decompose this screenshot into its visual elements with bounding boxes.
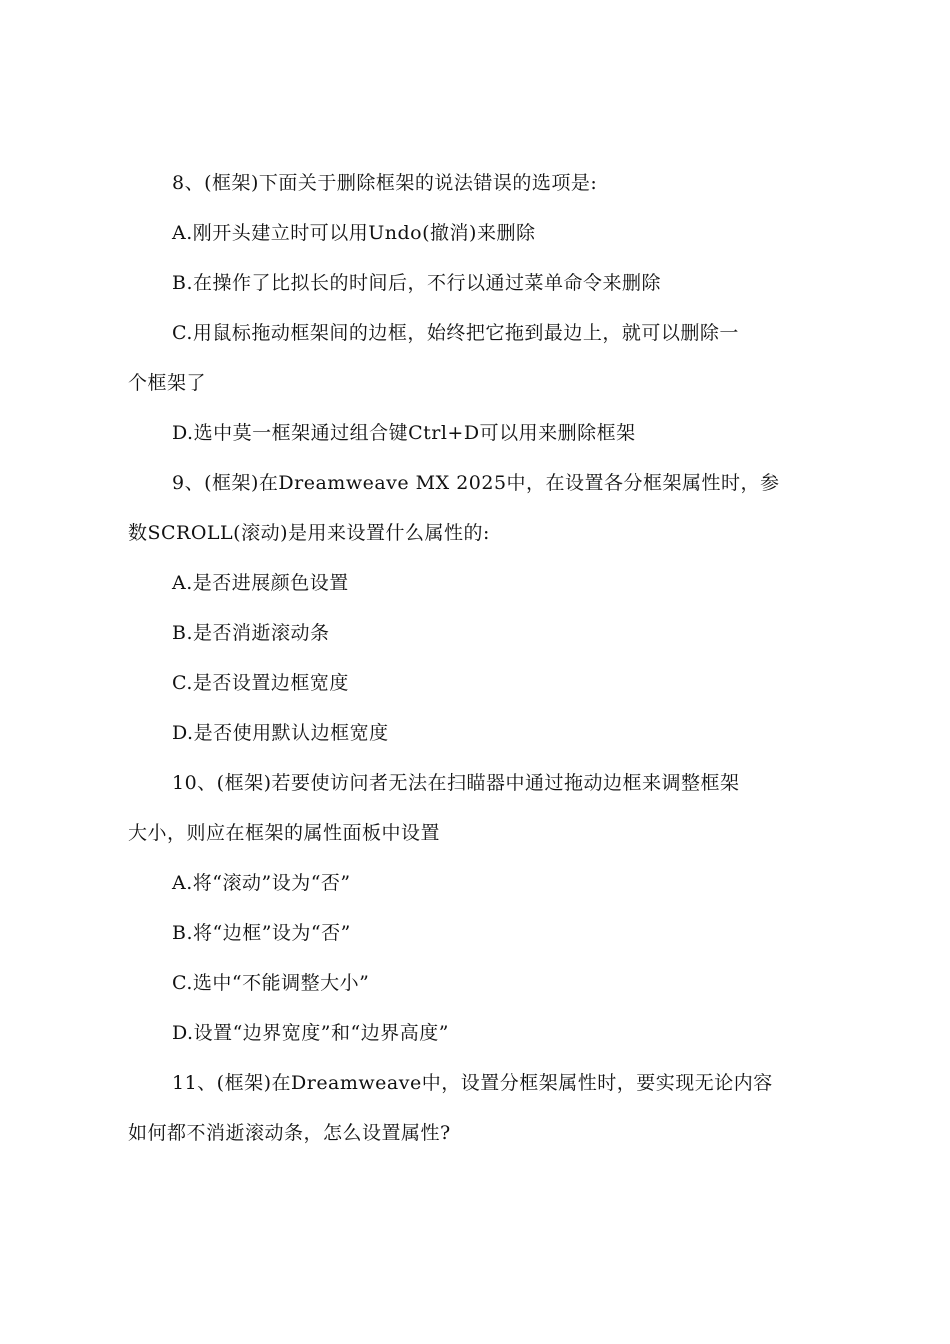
q8-option-a: A.刚开头建立时可以用Undo(撤消)来删除 (172, 222, 536, 244)
q9-option-b: B.是否消逝滚动条 (172, 622, 330, 644)
q10-option-c: C.选中“不能调整大小” (172, 972, 370, 994)
question-9: 9、(框架)在Dreamweave MX 2025中，在设置各分框架属性时，参 (172, 472, 780, 494)
document-body (128, 158, 832, 1158)
q8-option-b: B.在操作了比拟长的时间后，不行以通过菜单命令来删除 (172, 272, 662, 294)
q9-option-d: D.是否使用默认边框宽度 (172, 722, 389, 744)
q9-option-a: A.是否进展颜色设置 (172, 572, 349, 594)
question-11: 11、(框架)在Dreamweave中，设置分框架属性时，要实现无论内容 (172, 1072, 773, 1094)
q8-option-c-continued: 个框架了 (128, 372, 207, 394)
question-8: 8、(框架)下面关于删除框架的说法错误的选项是: (172, 172, 598, 194)
q9-option-c: C.是否设置边框宽度 (172, 672, 349, 694)
question-9-continued: 数SCROLL(滚动)是用来设置什么属性的: (128, 522, 490, 544)
q10-option-b: B.将“边框”设为“否” (172, 922, 351, 944)
q8-option-c: C.用鼠标拖动框架间的边框，始终把它拖到最边上，就可以删除一 (172, 322, 739, 344)
q10-option-d: D.设置“边界宽度”和“边界高度” (172, 1022, 449, 1044)
q10-option-a: A.将“滚动”设为“否” (172, 872, 351, 894)
question-11-continued: 如何都不消逝滚动条，怎么设置属性? (128, 1122, 451, 1144)
q8-option-d: D.选中莫一框架通过组合键Ctrl+D可以用来删除框架 (172, 422, 636, 444)
question-10-continued: 大小，则应在框架的属性面板中设置 (128, 822, 441, 844)
question-10: 10、(框架)若要使访问者无法在扫瞄器中通过拖动边框来调整框架 (172, 772, 740, 794)
